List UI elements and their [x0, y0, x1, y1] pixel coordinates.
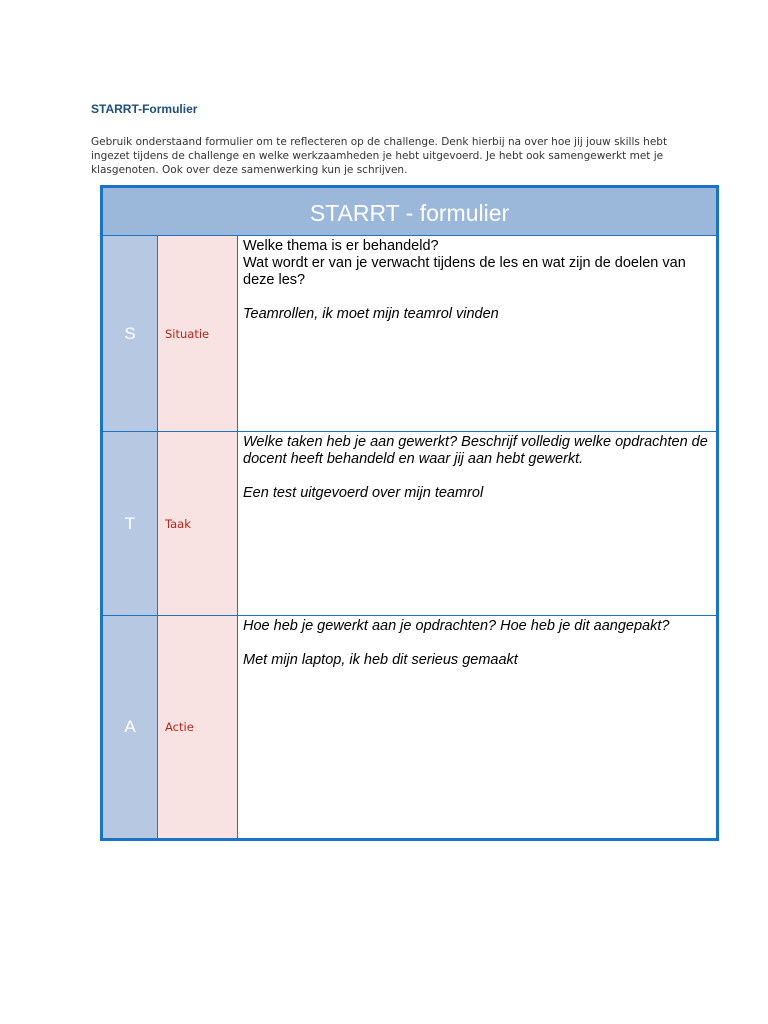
document-heading: STARRT-Formulier: [91, 102, 198, 116]
row-content[interactable]: [239, 236, 716, 431]
row-letter: A: [103, 616, 158, 838]
question-text: Hoe heb je gewerkt aan je opdrachten? Hoe heb je dit aangepakt?: [243, 618, 670, 634]
intro-paragraph: Gebruik onderstaand formulier om te reflecteren op de challenge. Denk hierbij na over hoe jij jouw skills hebt ingezet tijdens de challenge en welke werkzaamheden je hebt uitgevoerd. Je hebt ook samengewerkt met je klasgenoten. Ook over deze samenwerking kun je schrijven.: [91, 136, 668, 176]
question-text: Wat wordt er van je verwacht tijdens de les en wat zijn de doelen van deze les?: [243, 255, 686, 288]
starrt-form: [100, 185, 719, 841]
question-text: Welke taken heb je aan gewerkt? Beschrijf volledig welke opdrachten de docent heeft behandeld en waar jij aan hebt gewerkt.: [243, 434, 708, 467]
row-label: Situatie: [158, 236, 238, 431]
row-content[interactable]: [239, 432, 716, 615]
row-label: Taak: [158, 432, 238, 615]
row-label: Actie: [158, 616, 238, 838]
form-row-actie: [103, 616, 716, 838]
form-row-taak: [103, 432, 716, 616]
question-text: Welke thema is er behandeld?: [243, 238, 439, 254]
form-row-situatie: [103, 236, 716, 432]
answer-text[interactable]: Een test uitgevoerd over mijn teamrol: [243, 485, 484, 501]
row-letter: S: [103, 236, 158, 431]
answer-text[interactable]: Teamrollen, ik moet mijn teamrol vinden: [243, 306, 499, 322]
row-content[interactable]: [239, 616, 716, 838]
row-letter: T: [103, 432, 158, 615]
form-title: STARRT - formulier: [103, 188, 716, 236]
answer-text[interactable]: Met mijn laptop, ik heb dit serieus gemaakt: [243, 652, 518, 668]
